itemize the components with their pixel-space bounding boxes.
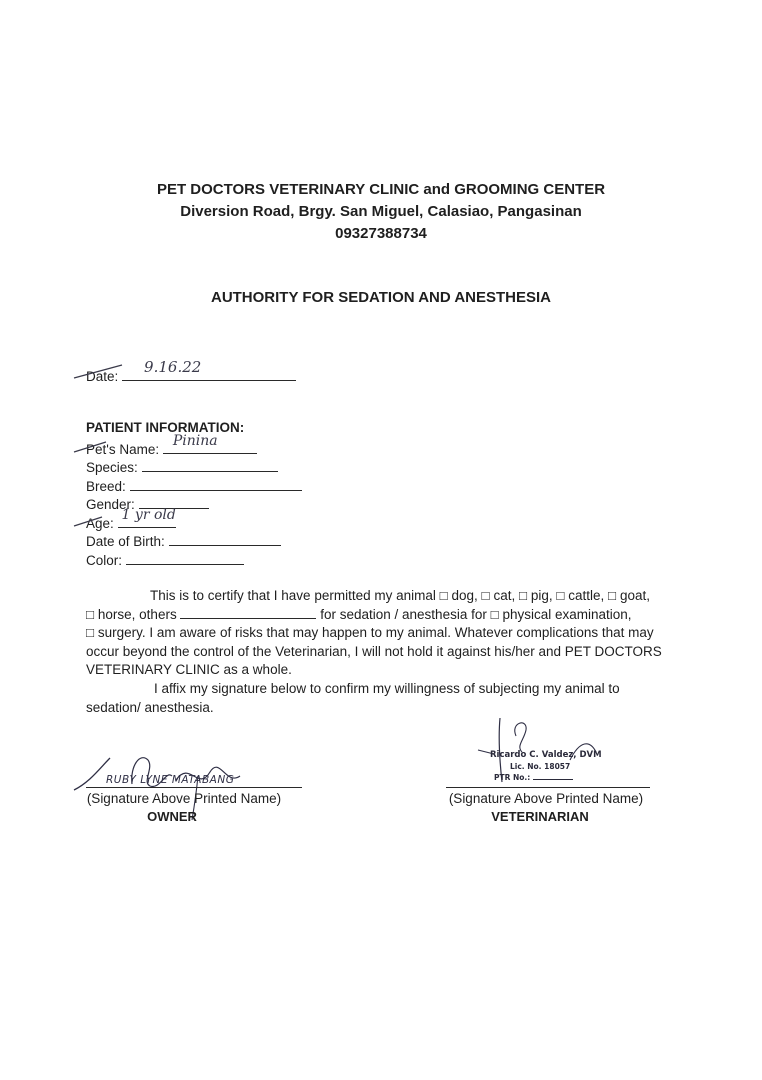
consent-line: This is to certify that I have permitted my animal □ dog, □ cat, □ pig, □ cattle, □ goat, [150,588,650,603]
vet-stamp-name: Ricardo C. Valdez, DVM [490,750,602,760]
species-field[interactable] [142,457,278,472]
gender-label: Gender: [86,497,135,512]
date-field[interactable] [122,358,296,381]
owner-role-label: OWNER [147,809,197,824]
breed-label: Breed: [86,479,126,494]
dob-label: Date of Birth: [86,534,165,549]
consent-line: I affix my signature below to confirm my willingness of subjecting my animal to [154,680,620,696]
owner-signature-caption: (Signature Above Printed Name) [86,791,282,806]
vet-role-label: VETERINARIAN [491,809,589,824]
color-field[interactable] [126,550,244,565]
owner-signature-line [86,787,302,788]
date-label: Date: [86,369,119,384]
consent-line: sedation/ anesthesia. [86,699,214,715]
date-strike-mark [72,362,132,382]
consent-line: □ surgery. I am aware of risks that may happen to my animal. Whatever complications that may [86,625,654,641]
consent-line: VETERINARY CLINIC as a whole. [86,662,292,678]
pet-name-label: Pet's Name: [86,442,160,457]
species-row [86,457,278,475]
age-strike-mark [72,514,112,530]
consent-line: □ horse, others for sedation / anesthesia for □ physical examination, [86,606,632,622]
species-label: Species: [86,460,138,475]
color-row [86,550,244,568]
age-field[interactable] [118,507,176,528]
clinic-name: PET DOCTORS VETERINARY CLINIC and GROOMING CENTER [156,181,606,198]
age-value: 1 yr old [121,507,176,523]
dob-field[interactable] [169,531,281,546]
owner-printed-name: RUBY LYNE MATABANG [106,774,235,786]
date-value: 9.16.22 [144,358,202,376]
patient-heading: PATIENT INFORMATION: [86,420,245,435]
age-label: Age: [86,516,114,531]
others-field[interactable] [180,606,316,619]
vet-signature-caption: (Signature Above Printed Name) [448,791,644,806]
dob-row [86,531,281,549]
consent-paragraph [86,587,676,717]
color-label: Color: [86,553,123,568]
breed-field[interactable] [130,476,302,491]
form-title: AUTHORITY FOR SEDATION AND ANESTHESIA [210,289,551,306]
vet-stamp-license: Lic. No. 18057 [510,762,571,771]
pet-name-field[interactable] [163,433,257,454]
clinic-phone: 09327388734 [335,225,427,242]
clinic-address: Diversion Road, Brgy. San Miguel, Calasiao, Pangasinan [180,203,582,220]
consent-line: occur beyond the control of the Veterinarian, I will not hold it against his/her and PET DOCTORS [86,643,662,659]
owner-signature-area[interactable] [86,740,302,790]
vet-stamp-ptr: PTR No.: [494,773,573,782]
pet-name-value: Pinina [172,433,218,449]
vet-signature-line [446,787,650,788]
pet-name-strike-mark [72,440,112,456]
vet-ptr-field[interactable] [533,779,573,780]
vet-signature-area[interactable] [450,716,650,790]
owner-signature-image [70,746,310,796]
breed-row [86,476,302,494]
